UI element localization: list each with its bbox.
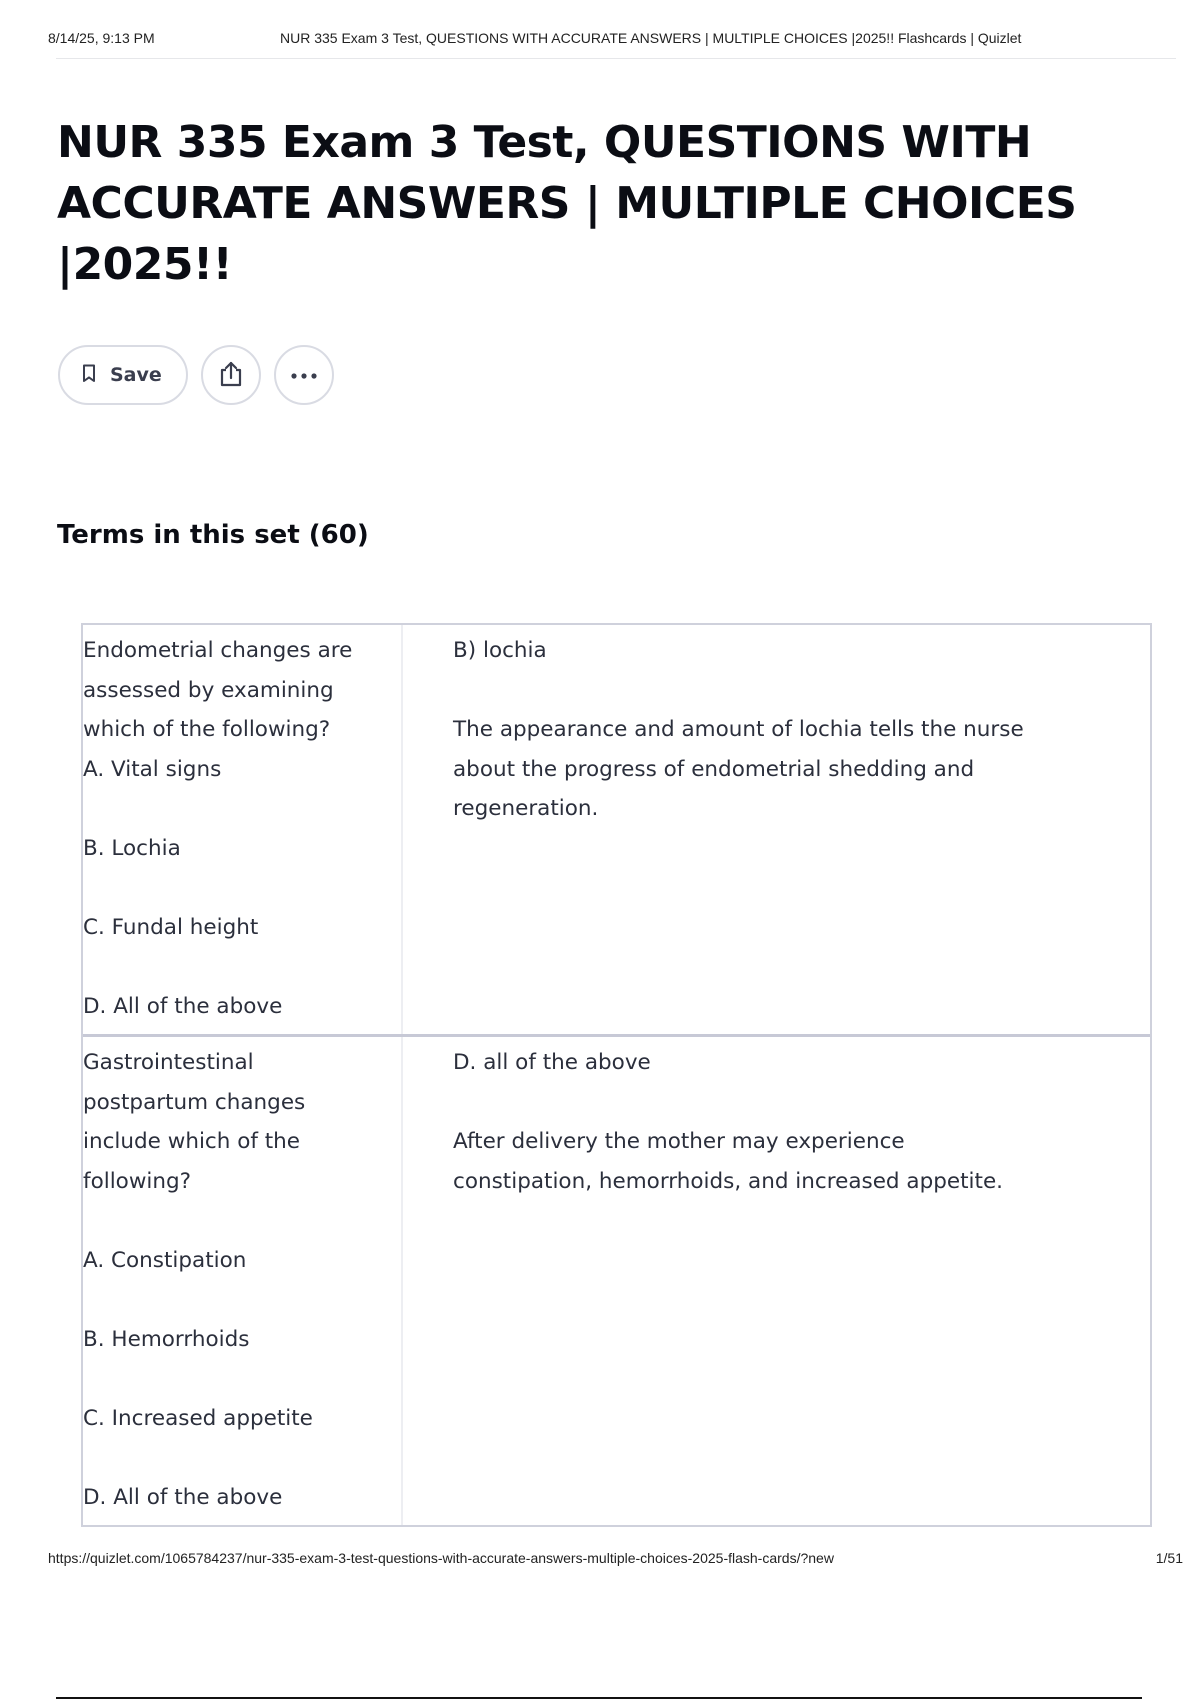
save-button[interactable] [58, 345, 188, 405]
terms-table [81, 623, 1152, 1527]
bottom-divider [56, 1697, 1142, 1699]
more-options-button[interactable] [274, 345, 334, 405]
share-icon [218, 360, 244, 391]
term-question: Gastrointestinal postpartum changes include which of the following? A. Constipation B. Hemorrhoids C. Increased appetite D. All of the above [83, 1037, 403, 1525]
print-timestamp: 8/14/25, 9:13 PM [48, 30, 155, 46]
term-question: Endometrial changes are assessed by examining which of the following? A. Vital signs B. Lochia C. Fundal height D. All of the above [83, 625, 403, 1034]
print-page-number: 1/51 [1155, 1550, 1183, 1566]
share-button[interactable] [201, 345, 261, 405]
set-actions-toolbar [58, 345, 334, 405]
terms-heading: Terms in this set (60) [57, 520, 369, 550]
save-button-label: Save [110, 364, 162, 386]
term-row [83, 625, 1150, 1034]
header-divider [56, 58, 1176, 59]
term-answer: D. all of the above After delivery the mother may experience constipation, hemorrhoids, and increased appetite. [453, 1050, 1004, 1194]
print-url: https://quizlet.com/1065784237/nur-335-exam-3-test-questions-with-accurate-answers-multiple-choices-2025-flash-cards/?new [48, 1550, 834, 1566]
term-row [83, 1034, 1150, 1525]
print-document-title: NUR 335 Exam 3 Test, QUESTIONS WITH ACCURATE ANSWERS | MULTIPLE CHOICES |2025!! Flashcards | Quizlet [280, 30, 1022, 46]
term-answer: B) lochia The appearance and amount of lochia tells the nurse about the progress of endometrial shedding and regeneration. [453, 638, 1024, 821]
page-title: NUR 335 Exam 3 Test, QUESTIONS WITH ACCURATE ANSWERS | MULTIPLE CHOICES |2025!! [57, 117, 1077, 290]
more-horizontal-icon [290, 368, 318, 383]
bookmark-icon [82, 364, 96, 386]
